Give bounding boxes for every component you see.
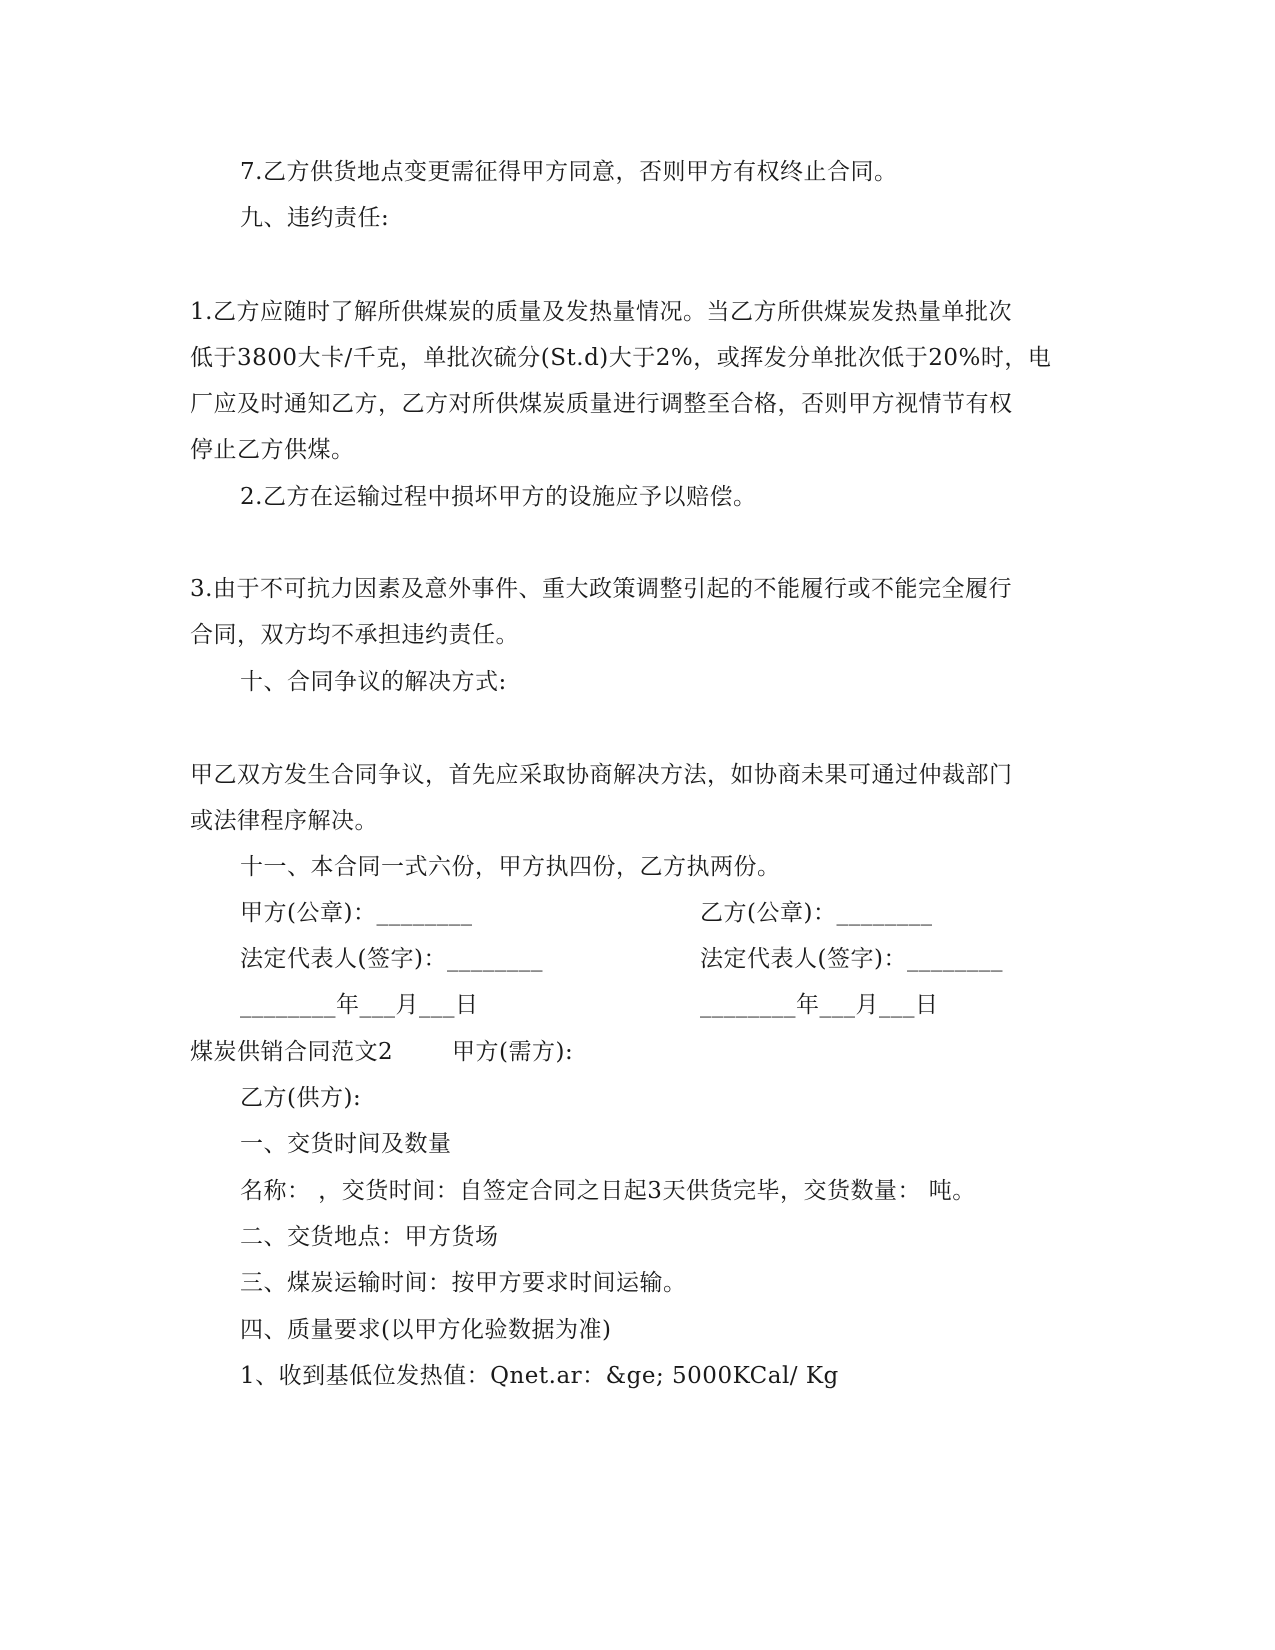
- clause-breach-1-line-1: 1.乙方应随时了解所供煤炭的质量及发热量情况。当乙方所供煤炭发热量单批次: [190, 299, 1012, 325]
- clause-7: 7.乙方供货地点变更需征得甲方同意，否则甲方有权终止合同。: [240, 159, 898, 185]
- party-a-date: ________年___月___日: [240, 992, 479, 1018]
- party-b-representative: 法定代表人(签字)：________: [700, 946, 1003, 972]
- party-b-seal: 乙方(公章)：________: [700, 900, 933, 926]
- second-delivery-detail: 名称： ，交货时间：自签定合同之日起3天供货完毕，交货数量： 吨。: [240, 1178, 976, 1204]
- clause-breach-3-line-1: 3.由于不可抗力因素及意外事件、重大政策调整引起的不能履行或不能完全履行: [190, 576, 1012, 602]
- section-heading-breach: 九、违约责任:: [240, 205, 390, 231]
- second-section-transport: 三、煤炭运输时间：按甲方要求时间运输。: [240, 1270, 687, 1296]
- copies-clause: 十一、本合同一式六份，甲方执四份，乙方执两份。: [240, 854, 781, 880]
- clause-breach-3-line-2: 合同，双方均不承担违约责任。: [190, 622, 519, 648]
- second-quality-calorific: 1、收到基低位发热值：Qnet.ar：&ge; 5000KCal/ Kg: [240, 1363, 839, 1389]
- party-a-representative: 法定代表人(签字)：________: [240, 946, 543, 972]
- second-contract-buyer: 甲方(需方):: [452, 1039, 574, 1065]
- dispute-text-line-2: 或法律程序解决。: [190, 808, 378, 834]
- second-section-location: 二、交货地点：甲方货场: [240, 1224, 499, 1250]
- clause-breach-1-line-2: 低于3800大卡/千克，单批次硫分(St.d)大于2%，或挥发分单批次低于20%时，电: [190, 345, 1052, 371]
- clause-breach-1-line-3: 厂应及时通知乙方，乙方对所供煤炭质量进行调整至合格，否则甲方视情节有权: [190, 391, 1013, 417]
- second-section-delivery: 一、交货时间及数量: [240, 1131, 452, 1157]
- clause-breach-2: 2.乙方在运输过程中损坏甲方的设施应予以赔偿。: [240, 484, 757, 510]
- second-contract-seller: 乙方(供方):: [240, 1085, 362, 1111]
- second-section-quality: 四、质量要求(以甲方化验数据为准): [240, 1317, 612, 1343]
- party-a-seal: 甲方(公章)：________: [240, 900, 473, 926]
- clause-breach-1-line-4: 停止乙方供煤。: [190, 437, 355, 463]
- section-heading-dispute: 十、合同争议的解决方式:: [240, 669, 507, 695]
- second-contract-title: 煤炭供销合同范文2: [190, 1039, 394, 1065]
- party-b-date: ________年___月___日: [700, 992, 939, 1018]
- dispute-text-line-1: 甲乙双方发生合同争议，首先应采取协商解决方法，如协商未果可通过仲裁部门: [190, 762, 1013, 788]
